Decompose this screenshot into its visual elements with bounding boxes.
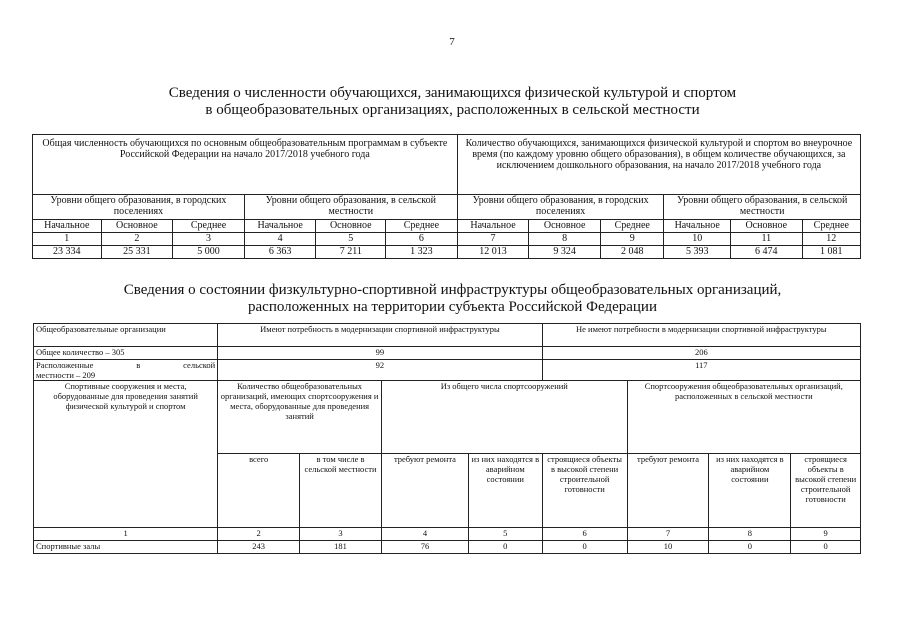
value-cell: 5 000 <box>173 246 245 259</box>
section1-title-line1: Сведения о численности обучающихся, занимающихся физической культурой и спортом <box>168 85 737 101</box>
sublevel-header: Начальное <box>244 220 316 233</box>
value-cell: 1 323 <box>386 246 458 259</box>
sublevel-header: Основное <box>101 220 173 233</box>
level-rural-right: Уровни общего образования, в сельской местности <box>664 195 861 220</box>
value-cell: 0 <box>542 541 627 554</box>
value-cell: 6 363 <box>244 246 316 259</box>
column-number: 2 <box>218 528 300 541</box>
table-row <box>34 347 861 360</box>
value-cell: 6 474 <box>730 246 802 259</box>
column-number: 3 <box>300 528 382 541</box>
column-number: 5 <box>316 233 386 246</box>
subheader-total: всего <box>218 454 300 528</box>
value-cell: 5 393 <box>664 246 731 259</box>
row-total-noneed: 206 <box>542 347 860 360</box>
students-sport-table <box>32 134 861 259</box>
table-row <box>34 360 861 381</box>
value-cell: 10 <box>627 541 709 554</box>
sublevel-header: Начальное <box>664 220 731 233</box>
sublevel-header: Основное <box>529 220 601 233</box>
value-cell: 181 <box>300 541 382 554</box>
row-rural-need: 92 <box>218 360 542 381</box>
value-cell: 76 <box>381 541 468 554</box>
level-urban-right: Уровни общего образования, в городских поселениях <box>457 195 664 220</box>
column-number: 4 <box>381 528 468 541</box>
value-cell: 0 <box>791 541 861 554</box>
section2-title-line2: расположенных на территории субъекта Российской Федерации <box>248 299 657 315</box>
sublevel-header: Среднее <box>601 220 664 233</box>
subheader-construction-rural: строящиеся объекты в высокой степени строительной готовности <box>791 454 861 528</box>
column-number: 8 <box>529 233 601 246</box>
column-number: 11 <box>730 233 802 246</box>
header-no-need-modernization: Не имеют потребности в модернизации спортивной инфраструктуры <box>542 324 860 347</box>
column-number: 3 <box>173 233 245 246</box>
sublevel-header: Среднее <box>173 220 245 233</box>
subheader-construction: строящиеся объекты в высокой степени строительной готовности <box>542 454 627 528</box>
column-number: 9 <box>601 233 664 246</box>
sublevel-header: Начальное <box>33 220 102 233</box>
table-row <box>34 541 861 554</box>
column-number: 5 <box>468 528 542 541</box>
section1-title <box>100 85 805 119</box>
header-org-count: Количество общеобразовательных организаций, имеющих спортсооружения и места, оборудованные для проведения занятий <box>218 381 382 454</box>
sublevel-header: Среднее <box>802 220 860 233</box>
sublevel-header: Среднее <box>386 220 458 233</box>
section2-title-line1: Сведения о состоянии физкультурно-спортивной инфраструктуры общеобразовательных организаций, <box>123 282 782 298</box>
column-number: 2 <box>101 233 173 246</box>
column-number: 7 <box>457 233 529 246</box>
row-rural-label-line1: Расположенные в сельской <box>36 360 216 370</box>
column-number: 6 <box>542 528 627 541</box>
sublevel-header: Основное <box>316 220 386 233</box>
column-number: 4 <box>244 233 316 246</box>
level-rural-left: Уровни общего образования, в сельской местности <box>244 195 457 220</box>
value-cell: 0 <box>468 541 542 554</box>
column-number: 7 <box>627 528 709 541</box>
section1-title-line2: в общеобразовательных организациях, расположенных в сельской местности <box>205 102 700 118</box>
row-rural-label-line2: местности – 209 <box>36 370 96 380</box>
sublevel-header: Начальное <box>457 220 529 233</box>
subheader-repair-rural: требуют ремонта <box>627 454 709 528</box>
row-rural-label <box>34 360 218 381</box>
level-urban-left: Уровни общего образования, в городских поселениях <box>33 195 245 220</box>
value-cell: 1 081 <box>802 246 860 259</box>
column-number: 10 <box>664 233 731 246</box>
header-of-total: Из общего числа спортсооружений <box>381 381 627 454</box>
column-number: 1 <box>34 528 218 541</box>
subheader-emergency: из них находятся в аварийном состоянии <box>468 454 542 528</box>
column-number: 12 <box>802 233 860 246</box>
value-cell: 25 331 <box>101 246 173 259</box>
column-number: 8 <box>709 528 791 541</box>
value-cell: 12 013 <box>457 246 529 259</box>
header-rural-facilities: Спортсооружения общеобразовательных организаций, расположенных в сельской местности <box>627 381 860 454</box>
column-number: 1 <box>33 233 102 246</box>
sublevel-header: Основное <box>730 220 802 233</box>
value-cell: 9 324 <box>529 246 601 259</box>
subheader-emergency-rural: из них находятся в аварийном состоянии <box>709 454 791 528</box>
row-total-label: Общее количество – 305 <box>34 347 218 360</box>
value-cell: 2 048 <box>601 246 664 259</box>
row-total-need: 99 <box>218 347 542 360</box>
table-row <box>33 246 861 259</box>
header-need-modernization: Имеют потребность в модернизации спортивной инфраструктуры <box>218 324 542 347</box>
value-cell: 23 334 <box>33 246 102 259</box>
section2-title <box>100 282 805 316</box>
value-cell: 7 211 <box>316 246 386 259</box>
row-gyms-label: Спортивные залы <box>34 541 218 554</box>
column-number: 6 <box>386 233 458 246</box>
page-number: 7 <box>449 36 455 48</box>
subheader-incl-rural: в том числе в сельской местности <box>300 454 382 528</box>
sport-infrastructure-table <box>33 323 861 554</box>
subheader-repair: требуют ремонта <box>381 454 468 528</box>
header-orgs: Общеобразовательные организации <box>34 324 218 347</box>
header-sport-students: Количество обучающихся, занимающихся физической культурой и спортом во внеурочное время (по каждому уровню общего образования), в общем количестве обучающихся, за исключением дошкольного образования, на начало 2017/2018 учебного года <box>457 135 860 195</box>
value-cell: 0 <box>709 541 791 554</box>
header-facilities: Спортивные сооружения и места, оборудованные для проведения занятий физической культурой и спортом <box>34 381 218 528</box>
value-cell: 243 <box>218 541 300 554</box>
header-total-students: Общая численность обучающихся по основным общеобразовательным программам в субъекте Российской Федерации на начало 2017/2018 учебного года <box>33 135 458 195</box>
row-rural-noneed: 117 <box>542 360 860 381</box>
column-number: 9 <box>791 528 861 541</box>
